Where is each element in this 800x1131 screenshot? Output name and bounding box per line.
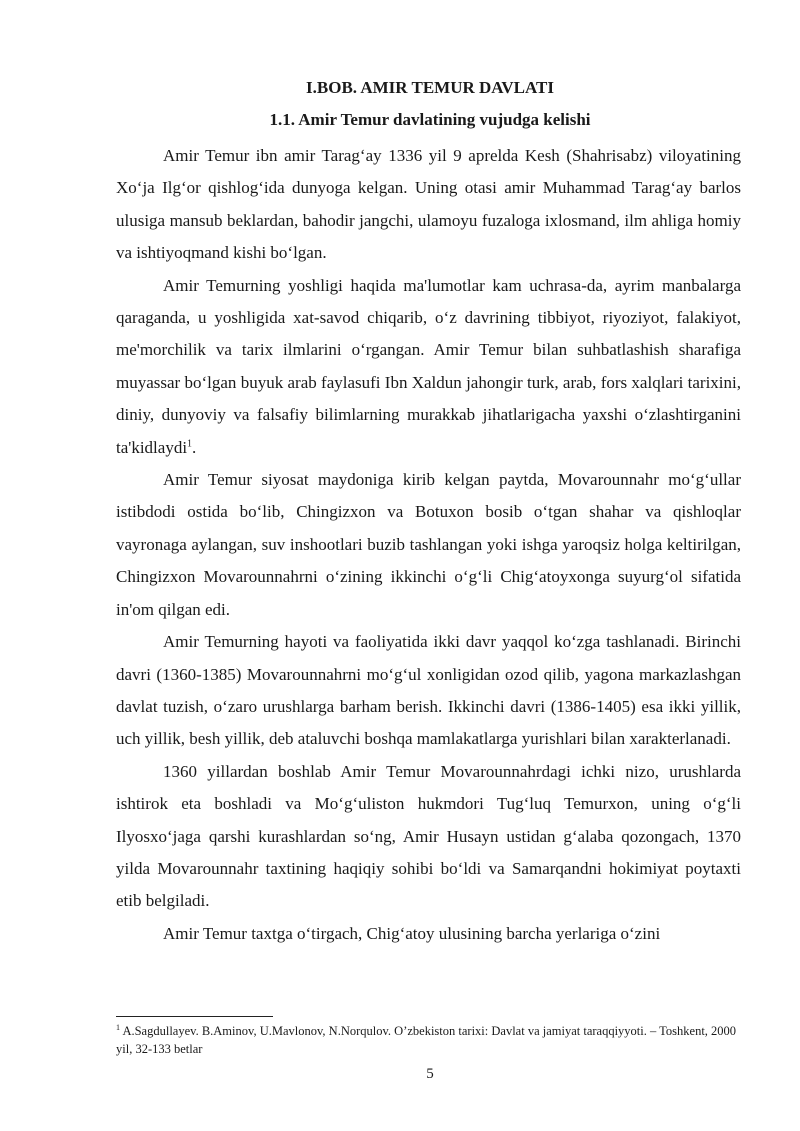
paragraph-1: Amir Temur ibn amir Tarag‘ay 1336 yil 9 aprelda Kesh (Shahrisabz) viloyatining Xo‘ja Ilg‘or qishlog‘ida dunyoga kelgan. Uning otasi amir Muhammad Tarag‘ay barlos ulusiga mansub beklardan, bahodir jangchi, ulamoyu fuzaloga ixlosmand, ilm ahliga homiy va ishtiyoqmand kishi bo‘lgan. bbox=[116, 146, 741, 263]
paragraph-6: Amir Temur taxtga o‘tirgach, Chig‘atoy ulusining barcha yerlariga o‘zini bbox=[163, 923, 661, 943]
paragraph-2-period: . bbox=[192, 437, 197, 457]
footnote-text: A.Sagdullayev. B.Aminov, U.Mavlonov, N.Norqulov. O’zbekiston tarixi: Davlat va jamiyat taraqqiyyoti. – Toshkent, 2000 yil, 32-133 betlar bbox=[116, 1024, 737, 1056]
paragraph-4: Amir Temurning hayoti va faoliyatida ikki davr yaqqol ko‘zga tashlanadi. Birinchi davri (1360-1385) Movarounnahrni mo‘g‘ul xonligidan ozod qilib, yagona markazlashgan davlat tuzish, o‘zaro urushlarga barham berish. Ikkinchi davri (1386-1405) esa ikki yillik, uch yillik, besh yillik, deb ataluvchi boshqa mamlakatlarga yurishlari bilan xarakterlanadi. bbox=[116, 632, 741, 749]
paragraph-5: 1360 yillardan boshlab Amir Temur Movarounnahrdagi ichki nizo, urushlarda ishtirok eta boshladi va Mo‘g‘uliston hukmdori Tug‘luq Temurxon, uning o‘g‘li Ilyosxo‘jaga qarshi kurashlardan so‘ng, Amir Husayn ustidan g‘alaba qozongach, 1370 yilda Movarounnahr taxtining haqiqiy sohibi bo‘ldi va Samarqandni hokimiyat poytaxti etib belgiladi. bbox=[116, 761, 741, 911]
footnote-reference[interactable]: 1 bbox=[187, 438, 193, 449]
footnote-divider bbox=[116, 1016, 273, 1017]
footnote bbox=[116, 1022, 741, 1058]
body-text bbox=[116, 140, 741, 950]
chapter-title: I.BOB. AMIR TEMUR DAVLATI bbox=[306, 78, 554, 97]
page-number: 5 bbox=[426, 1066, 434, 1082]
paragraph-2 bbox=[116, 270, 741, 464]
paragraph-2-text: Amir Temurning yoshligi haqida ma'lumotlar kam uchrasa-da, ayrim manbalarga qaraganda, u yoshligida xat-savod chiqarib, o‘z davrining tibbiyot, riyoziyot, falakiyot, me'morchilik va tarix ilmlarini o‘rgangan. Amir Temur bilan suhbatlashish sharafiga muyassar bo‘lgan buyuk arab faylasufi Ibn Xaldun jahongir turk, arab, fors xalqlari tarixini, diniy, dunyoviy va falsafiy bilimlarning murakkab jihatlarigacha yaxshi o‘zlashtirganini ta'kidlaydi bbox=[116, 275, 741, 457]
section-title: 1.1. Amir Temur davlatining vujudga kelishi bbox=[269, 110, 591, 129]
paragraph-3: Amir Temur siyosat maydoniga kirib kelgan paytda, Movarounnahr mo‘g‘ullar istibdodi ostida bo‘lib, Chingizxon va Botuxon bosib o‘tgan shahar va qishloqlar vayronaga aylangan, suv inshootlari buzib tashlangan yoki ishga yaroqsiz holga keltirilgan, Chingizxon Movarounnahrni o‘zining ikkinchi o‘g‘li Chig‘atoyxonga suyurg‘ol sifatida in'om qilgan edi. bbox=[116, 470, 741, 619]
footnote-marker: 1 bbox=[116, 1022, 120, 1032]
